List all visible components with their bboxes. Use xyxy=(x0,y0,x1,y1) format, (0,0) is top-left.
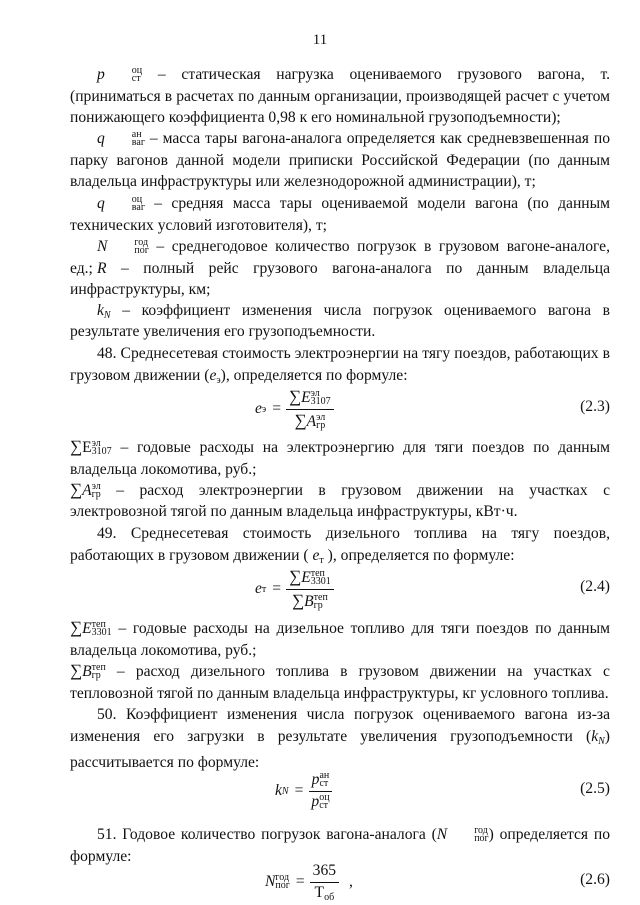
formula-2-4: e т = ∑E теп 3301 ∑B теп гр (2.4) xyxy=(255,567,610,612)
page-number: 11 xyxy=(312,32,328,48)
formula-2-5-fraction: p ан ст p оц ст xyxy=(308,771,332,811)
formula-2-3: е э = ∑E эл 3107 ∑A эл гр (2.3) xyxy=(255,387,610,432)
definition-p-st-oc: p оц ст – статическая нагрузка оцениваемого грузового вагона, т. (приниматься в расчетах по данным организации, производящей расчет с учетом понижающего коэффициента 0,98 к его номинальной грузоподъемности); xyxy=(70,65,610,126)
definition-kn-line1: kN – коэффициент изменения числа погрузок оцениваемого вагона в xyxy=(97,302,610,321)
definition-b-gr: ∑B теп гр – расход дизельного топлива в грузовом движении на участках с тепловозной тягой по данным владельца инфраструктуры, кг условного топлива. xyxy=(70,661,610,702)
paragraph-51: 51. Годовое количество погрузок вагона-аналога (N год пог ) определяется по формуле: xyxy=(70,825,610,865)
formula-2-6-fraction: $\frac{365}{\text{Tоб}}$ xyxy=(310,862,339,903)
definition-r-line1: R – полный рейс грузового вагона-аналога по данным владельца xyxy=(97,260,610,277)
definition-a-gr-line1: ∑A эл гр – расход электроэнергии в грузовом движении на участках с xyxy=(70,480,610,501)
definition-e-3107: ∑E эл 3107 – годовые расходы на электроэнергию для тяги поездов по данным владельца локомотива, руб.; xyxy=(70,437,610,478)
formula-number-2-5: (2.5) xyxy=(580,780,610,797)
formula-2-4-fraction: ∑E теп 3301 ∑B теп гр xyxy=(286,567,334,611)
definition-r-line2: инфраструктуры, км; xyxy=(70,281,211,298)
paragraph-48: 48. Среднесетевая стоимость электроэнергии на тягу поездов, работающих в грузовом движении (eэ), определяется по формуле: xyxy=(70,345,610,386)
definition-a-gr-line2: электровозной тягой по данным владельца инфраструктуры, кВт·ч. xyxy=(70,503,518,520)
definition-n-pog-god: N год пог – среднегодовое количество погрузок в грузовом вагоне-аналоге, ед.; xyxy=(70,237,610,277)
formula-2-6: N год пог = $\frac{365}{\text{Tоб}}$ , (2.6) xyxy=(265,861,610,903)
formula-2-5: k N = p ан ст p оц ст (2.5) xyxy=(275,770,610,812)
formula-number-2-6: (2.6) xyxy=(580,871,610,888)
definition-e-3301: ∑E теп 3301 – годовые расходы на дизельное топливо для тяги поездов по данным владельца локомотива, руб.; xyxy=(70,618,610,659)
formula-number-2-4: (2.4) xyxy=(580,578,610,595)
paragraph-49: 49. Среднесетевая стоимость дизельного топлива на тягу поездов, работающих в грузовом движении ( eт ), определяется по формуле: xyxy=(70,525,610,566)
definition-kn-line2: результате увеличения его грузоподъемности. xyxy=(70,323,376,340)
definition-q-vag-oc: q оц ваг – средняя масса тары оцениваемой модели вагона (по данным технических условий изготовителя), т; xyxy=(70,194,610,234)
definition-q-vag-an: q ан ваг – масса тары вагона-аналога определяется как средневзвешенная по парку вагонов данной модели приписки Российской Федерации (по данным владельца инфраструктуры или железнодорожной администрации), т; xyxy=(70,129,610,190)
paragraph-50: 50. Коэффициент изменения числа погрузок оцениваемого вагона из-за изменения его загрузки в результате увеличения грузоподъемности (kN) рассчитывается по формуле: xyxy=(70,706,610,771)
formula-number-2-3: (2.3) xyxy=(580,398,610,415)
formula-2-3-fraction: ∑E эл 3107 ∑A эл гр xyxy=(286,387,334,431)
